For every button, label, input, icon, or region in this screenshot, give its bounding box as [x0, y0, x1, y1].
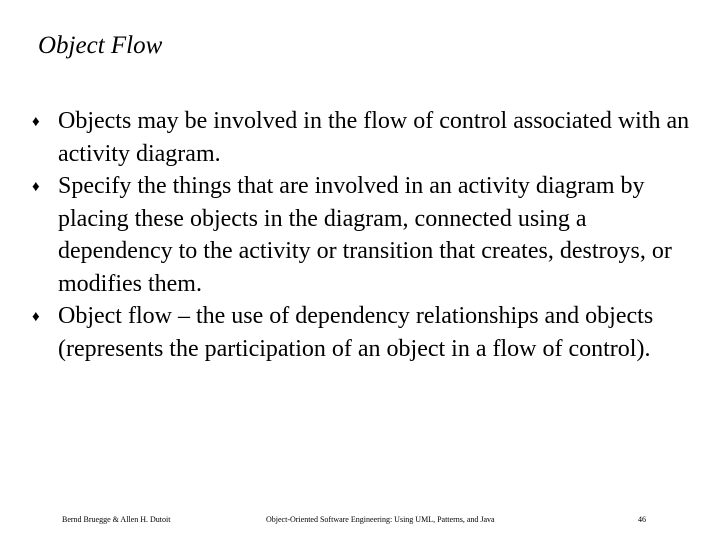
footer-page-number: 46	[638, 515, 646, 524]
slide-title: Object Flow	[38, 32, 163, 59]
bullet-list	[32, 105, 704, 365]
bullet-item	[32, 300, 704, 365]
bullet-text: Object flow – the use of dependency relationships and objects (represents the participation of an object in a flow of control).	[58, 303, 654, 362]
bullet-item	[32, 105, 704, 170]
bullet-item	[32, 170, 704, 300]
bullet-text: Specify the things that are involved in an activity diagram by placing these objects in the diagram, connected using a dependency to the activity or transition that creates, destroys, or modifies them.	[58, 173, 672, 297]
diamond-bullet-icon: ♦	[32, 179, 40, 195]
diamond-bullet-icon: ♦	[32, 114, 40, 130]
diamond-bullet-icon: ♦	[32, 309, 40, 325]
footer-book-title: Object-Oriented Software Engineering: Using UML, Patterns, and Java	[266, 515, 495, 524]
bullet-text: Objects may be involved in the flow of control associated with an activity diagram.	[58, 108, 690, 167]
footer-authors: Bernd Bruegge & Allen H. Dutoit	[62, 515, 171, 524]
